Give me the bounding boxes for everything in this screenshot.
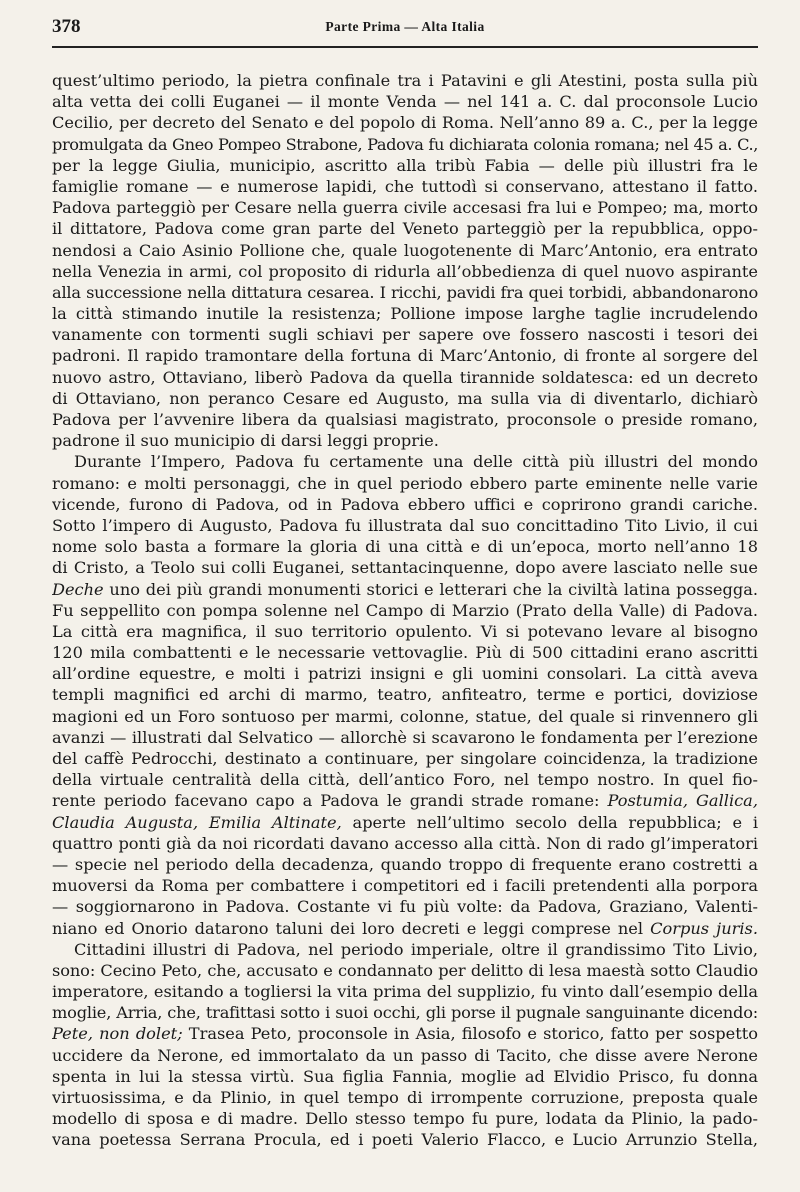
text-line: quattro ponti già da noi ricordati davano accesso alla città. Non di rado gl’imperatori xyxy=(52,833,758,853)
text-line: alla successione nella dittatura cesarea. I ricchi, pavidi fra quei torbidi, abbandonarono xyxy=(52,282,758,302)
text-line: all’ordine equestre, e molti i patrizi insigni e gli uomini consolari. La città aveva xyxy=(52,664,758,684)
text-line: — specie nel periodo della decadenza, quando troppo di frequente erano costretti a xyxy=(52,854,758,874)
text-line: avanzi — illustrati dal Selvatico — allorchè si scavarono le fondamenta per l’erezione xyxy=(52,727,758,747)
text-line: per la legge Giulia, municipio, ascritto alla tribù Fabia — delle più illustri fra le xyxy=(52,155,758,175)
text-segment: Trasea Peto, proconsole in Asia, filosofo e storico, fatto per sospetto xyxy=(182,1024,758,1044)
body-text xyxy=(52,70,758,1151)
italic-segment: Postumia, Gallica, xyxy=(607,791,758,811)
text-line xyxy=(52,790,758,811)
text-line: nuovo astro, Ottaviano, liberò Padova da quella tirannide soldatesca: ed un decreto xyxy=(52,367,758,387)
text-line: vanamente con tormenti sugli schiavi per sapere ove fossero nascosti i tesori dei xyxy=(52,325,758,345)
text-line: Fu seppellito con pompa solenne nel Campo di Marzio (Prato della Valle) di Padova. xyxy=(52,600,758,620)
text-line: nome solo basta a formare la gloria di una città e di un’epoca, morto nell’anno 18 xyxy=(52,537,758,557)
text-line xyxy=(52,579,758,600)
text-line: muoversi da Roma per combattere i competitori ed i facili pretendenti alla porpora xyxy=(52,876,758,896)
italic-segment: Deche xyxy=(52,579,104,599)
text-line: templi magnifici ed archi di marmo, teatro, anfiteatro, terme e portici, doviziose xyxy=(52,685,758,705)
text-line: Cecilio, per decreto del Senato e del popolo di Roma. Nell’anno 89 a. C., per la legge xyxy=(52,113,758,133)
text-line: alta vetta dei colli Euganei — il monte Venda — nel 141 a. C. dal proconsole Lucio xyxy=(52,92,758,112)
text-line: imperatore, esitando a togliersi la vita prima del supplizio, fu vinto dall’esempio della xyxy=(52,982,758,1002)
text-line: padroni. Il rapido tramontare della fortuna di Marc’Antonio, di fronte al sorgere del xyxy=(52,346,758,366)
text-segment: rente periodo facevano capo a Padova le grandi strade romane: xyxy=(52,791,608,811)
text-line: famiglie romane — e numerose lapidi, che tuttodì si conservano, attestano il fatto. xyxy=(52,176,758,196)
text-line: Padova parteggiò per Cesare nella guerra civile accesasi fra lui e Pompeo; ma, morto xyxy=(52,198,758,218)
text-line xyxy=(52,918,758,939)
text-line: — soggiornarono in Padova. Costante vi fu più volte: da Padova, Graziano, Valenti- xyxy=(52,897,758,917)
text-segment: niano ed Onorio datarono taluni dei loro decreti e leggi comprese nel xyxy=(52,918,651,938)
text-line xyxy=(52,1023,758,1044)
text-line: vana poetessa Serrana Procula, ed i poeti Valerio Flacco, e Lucio Arrunzio Stella, xyxy=(52,1130,758,1150)
page-number: 378 xyxy=(52,16,81,37)
text-line: virtuosissima, e da Plinio, in quel tempo di irrompente corruzione, preposta quale xyxy=(52,1088,758,1107)
italic-segment: Pete, non dolet; xyxy=(52,1024,183,1044)
text-line: magioni ed un Foro sontuoso per marmi, colonne, statue, del quale si rinvennero gli xyxy=(52,706,758,726)
text-line: modello di sposa e di madre. Dello stesso tempo fu pure, lodata da Plinio, la pado- xyxy=(52,1109,758,1129)
text-line: quest’ultimo periodo, la pietra confinale tra i Patavini e gli Atestini, posta sulla più xyxy=(52,71,758,90)
text-line: vicende, furono di Padova, od in Padova ebbero uffici e coprirono grandi cariche. xyxy=(52,494,758,514)
text-line: Padova per l’avvenire libera da qualsiasi magistrato, proconsole o preside romano, xyxy=(52,410,758,429)
text-line: del caffè Pedrocchi, destinato a continuare, per singolare coincidenza, la tradizione xyxy=(52,749,758,768)
italic-segment: Corpus juris. xyxy=(650,918,758,938)
text-segment: aperte nell’ultimo secolo della repubblica; e i xyxy=(341,812,758,832)
text-line: moglie, Arria, che, trafittasi sotto i suoi occhi, gli porse il pugnale sanguinante dicendo: xyxy=(52,1003,758,1023)
text-line: Sotto l’impero di Augusto, Padova fu illustrata dal suo concittadino Tito Livio, il cui xyxy=(52,515,758,535)
text-line: promulgata da Gneo Pompeo Strabone, Padova fu dichiarata colonia romana; nel 45 a. C., xyxy=(52,134,758,154)
text-line: 120 mila combattenti e le necessarie vettovaglie. Più di 500 cittadini erano ascritti xyxy=(52,643,758,663)
text-segment: uno dei più grandi monumenti storici e letterari che la civiltà latina possegga. xyxy=(103,579,758,599)
text-line: padrone il suo municipio di darsi leggi proprie. xyxy=(52,431,439,451)
header-rule xyxy=(52,46,758,48)
text-line: sono: Cecino Peto, che, accusato e condannato per delitto di lesa maestà sotto Claudio xyxy=(52,960,758,980)
text-line: di Cristo, a Teolo sui colli Euganei, settantacinquenne, dopo avere lasciato nelle sue xyxy=(52,558,758,578)
italic-segment: Claudia Augusta, Emilia Altinate, xyxy=(52,812,342,832)
text-line: romano: e molti personaggi, che in quel periodo ebbero parte eminente nelle varie xyxy=(52,473,758,493)
text-line: Cittadini illustri di Padova, nel periodo imperiale, oltre il grandissimo Tito Livio, xyxy=(74,939,758,959)
text-line: nendosi a Caio Asinio Pollione che, quale luogotenente di Marc’Antonio, era entrato xyxy=(52,240,758,260)
running-title: Parte Prima — Alta Italia xyxy=(325,19,485,34)
text-line: uccidere da Nerone, ed immortalato da un passo di Tacito, che disse avere Nerone xyxy=(52,1045,758,1065)
running-header xyxy=(52,12,758,42)
text-line: Durante l’Impero, Padova fu certamente una delle città più illustri del mondo xyxy=(74,452,758,472)
text-line: spenta in lui la stessa virtù. Sua figlia Fannia, moglie ad Elvidio Prisco, fu donna xyxy=(52,1066,758,1086)
text-line: di Ottaviano, non peranco Cesare ed Augusto, ma sulla via di diventarlo, dichiarò xyxy=(52,388,758,408)
text-line: il dittatore, Padova come gran parte del Veneto parteggiò per la repubblica, oppo- xyxy=(52,219,758,239)
text-line: nella Venezia in armi, col proposito di ridurla all’obbedienza di quel nuovo aspirante xyxy=(52,261,758,281)
text-line: La città era magnifica, il suo territorio opulento. Vi si potevano levare al bisogno xyxy=(52,621,758,641)
text-line xyxy=(52,812,758,833)
text-line: della virtuale centralità della città, dell’antico Foro, nel tempo nostro. In quel fio- xyxy=(52,770,758,790)
text-line: la città stimando inutile la resistenza; Pollione impose larghe taglie incrudelendo xyxy=(52,304,758,324)
